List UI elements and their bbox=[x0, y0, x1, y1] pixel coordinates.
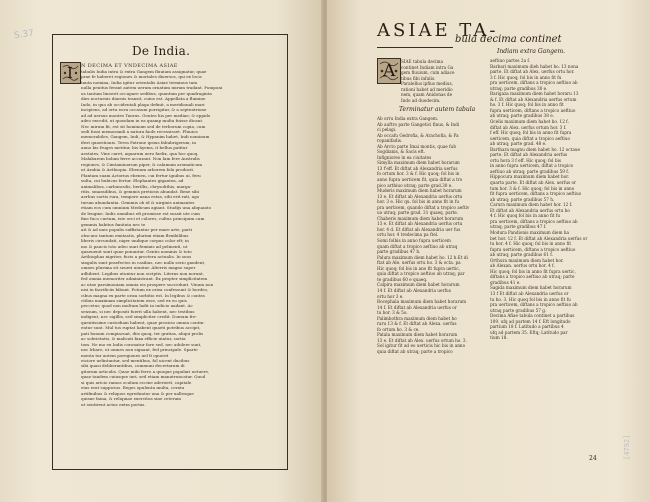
text-line: Chaberis maximum diem habet horarum bbox=[377, 215, 464, 221]
intro-line: gem fluuium, cum adiace bbox=[401, 70, 455, 76]
text-line: quentissime custodiam habent, quae prosicio omnia contin- bbox=[81, 319, 205, 325]
text-line: ctibus maximam simplicitatem esse, sed ex eo quis bbox=[81, 298, 187, 304]
text-line: diftans a tropico aeftiuo ab utraq; parte bbox=[490, 274, 575, 280]
text-line: anno fupra uerticem fit, quia diftat a tro bbox=[377, 177, 463, 183]
text-line: ab utraq; parte grad. 48 e. bbox=[490, 141, 547, 147]
text-line: Ab auftro parte Gangetici finus, & Indi bbox=[377, 121, 460, 127]
text-line: Calpira maximum diem habet horarum bbox=[377, 282, 460, 288]
left-column-text bbox=[377, 116, 483, 355]
text-line: Sagida maximum diem habet horarum bbox=[490, 285, 572, 291]
text-line: us tantum lineerit occupare sedibus, quantum per quadraginta bbox=[81, 90, 212, 96]
text-line: 13 f Et diftat ab Alexandria uerfus or bbox=[490, 290, 569, 296]
text-line: dies nocturnis diurnis transit, cuius est. Appellata a flumine bbox=[81, 96, 206, 102]
text-line: mo & paucis toto adeo sunt feminis ad pelmenti, ut bbox=[81, 243, 188, 249]
text-line: Muderis maximum diem habet horarum bbox=[377, 188, 462, 194]
text-line: cibus magna ex parte oriza sorbitio est. In legibus & contra bbox=[81, 292, 205, 298]
text-line: ut Arabia & Aethiopia. Ebenum arborem fola producit. bbox=[81, 167, 195, 173]
text-line: ropanifadis. bbox=[377, 138, 403, 144]
text-line: Infigniores in ea ciuitates bbox=[377, 154, 432, 160]
text-line: obscura tantum emitastis, plurimi etiam flexibilibus bbox=[81, 232, 189, 238]
text-line: indigent, nec sigillis, sed simpliciter credit. Domum fre- bbox=[81, 314, 197, 320]
text-line: Palimbothra maximum diem habet ho bbox=[377, 315, 457, 321]
text-line: ftat ab Ale. uerfus ortu ho. 3 & octa. pa bbox=[377, 260, 461, 266]
text-line: quam diftat a tropico aeftiuo ab utraq bbox=[377, 243, 458, 249]
text-line: pra uerticem, diftans a tropico aeftiuo ab bbox=[490, 302, 578, 308]
text-line: aeftiuo partes 2a f. bbox=[490, 58, 531, 63]
text-line: uerticem, quia diftat a tropico aeftiuo bbox=[490, 135, 570, 141]
page-number: 24 bbox=[589, 455, 597, 462]
text-line: adhibent. Legibus utuntur non scriptis. Literas non norunt, bbox=[81, 270, 204, 276]
text-line: Hic quoq; fol bis in anno fit fupra uertic, bbox=[490, 268, 576, 274]
first-line: N DECIMA ET VNDECIMA ASIAE bbox=[81, 63, 178, 69]
text-line: liberis circundati, niger undique corpus color eft; in bbox=[81, 238, 189, 244]
text-line: regiones, & Cimtaminorum piper, & calamum aromaticum bbox=[81, 161, 203, 167]
text-line: quarta parte. Et diftat ab Alex. uerfus or bbox=[490, 180, 577, 186]
body-text-block bbox=[81, 69, 279, 407]
text-line: Orthura maximum diem habet hor. bbox=[490, 257, 564, 263]
text-line: 13 f'eff. Et diftat ab Alexandria uerfus bbox=[377, 165, 458, 171]
text-line: incipiens, ad ortu eoru occasum porrigitur, & a septentrione bbox=[81, 107, 207, 113]
text-line: pico arthiuo utraq; parte grad.30 e. bbox=[377, 182, 453, 188]
text-line: ait & ad unis populis suffistantur per mare arte, parti bbox=[81, 227, 193, 233]
text-line: ab utraq; parte gradibus 57 h. bbox=[490, 196, 555, 202]
text-line: f eff. Hic quoq; fol bis in anno fit fupra bbox=[490, 130, 572, 136]
text-line: Patala maximum diem habet horarum bbox=[377, 332, 458, 338]
text-line: ortu hor. 4 tredecima pa ftel. bbox=[377, 232, 439, 238]
plate-subtitle: bula decima continet bbox=[455, 34, 562, 45]
text-line: Barthara magnu diem habet ho. 12 octaue bbox=[490, 146, 581, 152]
text-line: Hic quoq; fol bis in ano fit fupra uertic, bbox=[377, 265, 461, 271]
text-line: Sol igitur fit ad eo uerticis hic bis in anno bbox=[377, 343, 466, 349]
plate-subtitle-2: Indiam extra Gangem. bbox=[497, 48, 566, 55]
text-line: Simylla maximum diem habet horarum bbox=[377, 160, 460, 166]
text-line: fupra uerticem, diftans a tropico aeftiuo bbox=[490, 107, 576, 113]
text-line: Bocephala maximum diem habet horarum bbox=[377, 299, 467, 305]
text-line: Nec mirum fit, est sit hominum sed de terborum copia, cum bbox=[81, 123, 206, 129]
text-line: pra uerticem, diftans a tropico aeftiuo ab bbox=[490, 218, 578, 224]
text-line: gitorum articulis. Quae mihi ferro a quoque populari uetuere, bbox=[81, 368, 210, 374]
text-line: tanta nomina, India igitur orientalis Asiae terminus tam bbox=[81, 79, 198, 85]
text-line: Barigaza maximum diem habet horaru 13 bbox=[490, 91, 579, 97]
text-line: bet hor. 12 f. Et diftat ab Alexandria uerfus or bbox=[490, 235, 588, 241]
text-line: pati bonum compiacuat, diis quoq. ter gratias, aliqui prolis bbox=[81, 330, 204, 336]
text-line: 14 f. Et diftat ab Alexandria uerfus or bbox=[377, 304, 457, 310]
text-line: Carura maximum diem habet hor. 12 f. bbox=[490, 202, 573, 208]
text-line: hor. 3 e. Hic qu. fol bis in anno fit in fu bbox=[377, 199, 460, 205]
text-line: ifest quaestionis. Terra Patrone ipsius fabubrigerum, in bbox=[81, 139, 197, 145]
text-line: hor. 4 d. Et diftat ab Alexandria uer fus bbox=[377, 226, 461, 232]
text-line: memorabiles, Gangem, Indi, & Hypanim habet, Indi nominum bbox=[81, 134, 210, 140]
intro-line: nem, quam Anidonas de bbox=[401, 92, 453, 98]
text-line: entur sunt. Mul tus ruptat habent quaeti potribus accipit, bbox=[81, 325, 201, 331]
text-line: ac utae parsimoniam omnia eis prospere succedunt. Vinum non bbox=[81, 281, 214, 287]
initial-letter: A bbox=[383, 61, 396, 81]
text-line: sensum, si nec depositi fuerit ulla habent, nec testibus bbox=[81, 308, 195, 314]
text-line: & f. Et diftat ab Alexandria uerfus ortum bbox=[490, 96, 577, 102]
text-line: 109. ufq ad partem 14 f. Eft longitudo bbox=[490, 318, 571, 324]
text-line: tu ho. 3. Hic quoq fol bis in anno fit fu bbox=[490, 296, 571, 302]
text-line: tom. Ne mo ex Indis coronatur fore sed, nec adulere sunt, bbox=[81, 341, 202, 347]
text-line: gemmis habitus fanitata nec te bbox=[81, 221, 146, 227]
text-line: fupra uerticem, diftans a tropico aeftiuo bbox=[490, 246, 576, 252]
text-line: ab utraq; parte gradibus 38 e. bbox=[490, 113, 555, 119]
text-line: ritis, smaradibus, & gemmis pretiosis abundat. Bene sibi bbox=[81, 188, 200, 194]
text-line: ho. 3 f. Hic quoq; fol bis in anno fit bbox=[490, 102, 564, 108]
text-line: Barbari maximum dieh habet ho. 13 nona bbox=[490, 63, 579, 69]
decorated-initial bbox=[60, 62, 81, 84]
text-line: eiciore uelintuntur, sed mentibus, fol uicent ducibus bbox=[81, 358, 190, 364]
text-line: ortu hor 3 e. bbox=[377, 293, 404, 299]
text-line: raru 13 & f. Et diftat ab Alexa. uerfus bbox=[377, 321, 457, 327]
text-line: 13 e. Et diftat ab Alexandria uerfus ortu bbox=[377, 221, 463, 227]
text-line: sedi fussi memorandi a natura faole recessisset. Fluuios bbox=[81, 128, 198, 134]
text-line: quaeuenit sunt quae ponuntur. Gentis nominis & toto bbox=[81, 248, 192, 254]
text-line: Sogdianis, & Sacis eft. bbox=[377, 149, 426, 155]
text-line: omnes plurima sit seueri uiuntur. Alterris magno super bbox=[81, 265, 196, 271]
text-line: in anno fupra uerticem, diftat a tropico bbox=[490, 163, 574, 169]
intro-line: continet Indiam intra Ga bbox=[401, 64, 454, 70]
text-line: parte gradibus 47 h. bbox=[377, 249, 421, 255]
pencil-margin-note: S.37 bbox=[13, 28, 35, 42]
intro-line: rationi habet ad meridio bbox=[401, 86, 453, 92]
text-line: Indo, in quo ab occidentali plaga definit, a meridionali mari bbox=[81, 101, 205, 107]
text-line: de lengine. Indis omnibus efi promisse est sussit ute cum bbox=[81, 210, 200, 216]
text-line: quisne fama, & reliquiae exercitus sine ceterum bbox=[81, 396, 182, 402]
text-line: 13 e. Et diftat ab Alex. uerfus ortum ho. 3. bbox=[377, 337, 467, 343]
intro-line: Indo ad duodecim. bbox=[401, 97, 441, 103]
text-line: parte. Et diftat ab Alexandria uerfus bbox=[490, 152, 568, 158]
text-line: singulis sunt praefectes in casibus, nec nulla serio gaudent, bbox=[81, 259, 206, 265]
text-line: prae fe haberet regiones & mortales diuersos, qui ex locis bbox=[81, 74, 202, 80]
text-line: aerbus sortis rura, tempore uana estas, sibi erit rati, ago bbox=[81, 194, 200, 200]
text-line: utraq; parte gradibus 47 f. bbox=[490, 224, 547, 230]
intro-line: tibus fibi infulis. bbox=[401, 75, 436, 81]
text-line: eius erat suppicius. Reges opulentu multa, ceratu bbox=[81, 385, 185, 391]
text-line: Decima Afiae tabula continet a partibus bbox=[490, 313, 575, 319]
text-line: Ab orru India extra Gangem. bbox=[377, 116, 439, 121]
text-line: gradibus 41 e. bbox=[490, 279, 521, 285]
text-line: ab utraq; parte gradibus 61 f. bbox=[490, 252, 553, 258]
text-line: 14 f. Et diftat ab Alexandria uerfus bbox=[377, 287, 451, 293]
text-line: anno bis fruges metitur, bis hyems, it bellus patitur bbox=[81, 145, 188, 151]
text-line: ortu hora 3 f eff. Hic quoq; fol bis bbox=[490, 157, 562, 163]
text-line: fit fupra uerticem, diftans a tropico aeftiuo bbox=[490, 191, 582, 197]
text-line: 13 e. Et diftat ab Alexandria uerfus ortu bbox=[377, 193, 463, 199]
right-column-text bbox=[490, 58, 600, 341]
text-line: Modura Pandionis maximum diem ha bbox=[490, 229, 570, 235]
text-line: uo utraq; parte grad. 31 quaeq. parte. bbox=[377, 210, 459, 216]
text-line: sibi quasi deliberantibus, communi decretarum di bbox=[81, 363, 185, 369]
text-line: 4 f. Hic quoq fol bis in anno fit fu bbox=[490, 213, 561, 219]
text-line: peccetur, quod non multum ladit in iudicio uadant. Ac bbox=[81, 303, 193, 309]
title-rule bbox=[377, 47, 453, 48]
text-line: Palura maximum diem habet ho. 12 h.Et di bbox=[377, 254, 468, 260]
text-line: tum hor. 3 & f. Hic quoq; fol bis in anno bbox=[490, 185, 575, 191]
text-line: quae tandem cuiusque iuri, sed etiam manutruncatur. Quod bbox=[81, 374, 206, 380]
text-line: fo ortum hor. 3 & f. Hic quoq; fol bis in bbox=[377, 171, 460, 177]
text-line: artifinibus & reliquos egreduntur una & per uallesque bbox=[81, 390, 194, 396]
text-line: ab Alexan. uerfus ortu hor. 4 f. bbox=[490, 263, 555, 269]
library-stamp: [4792] bbox=[623, 434, 631, 460]
plate-title: ASIAE TA- bbox=[377, 20, 499, 41]
text-line: nulla penitus ferant autem uerum ornatum mirum tradant. Pomponi bbox=[81, 85, 223, 91]
text-line: aeftiuo ab utraq; parte gradibus 59 f. bbox=[490, 168, 570, 174]
text-line: tu hor. 4 f. Hic quoq; fol bis in anno fit bbox=[490, 241, 572, 247]
intro-text bbox=[401, 59, 483, 103]
text-line: menta tur autem poregiones uel fi opuerit bbox=[81, 352, 169, 358]
text-line: pra uerticem, quando diftat a tropico aeftiv bbox=[377, 204, 470, 210]
text-line: fo ortum ho. 3 & ce. bbox=[377, 326, 420, 332]
text-line: parte. Et diftat ab Alex. uerfus ortu hor. bbox=[490, 69, 575, 75]
text-line: Somi folbis in anno fupra uerticem bbox=[377, 238, 451, 244]
text-line: utraq; parte gradibus 30 e. bbox=[490, 85, 548, 91]
text-line: turum abundantia. Gemmis ob id & uirginis animantes bbox=[81, 199, 195, 205]
text-line: nisi in facrificiis bibunt. Potum ex oriza confessunt & bordeo, bbox=[81, 287, 209, 293]
text-line: ufq ad partem 35. Eftq; Latitudo par bbox=[490, 329, 568, 335]
text-line: si quis aricio ramos oculum eccine aderierit, capitale bbox=[81, 379, 192, 385]
text-line: tabulis India intra & extra Gangem fluuium assignatur, quae bbox=[81, 69, 207, 74]
text-line: Malabarem bolum ferre accurant. Non lam fere Australis bbox=[81, 156, 200, 162]
intro-line: SIAE tabula decima bbox=[401, 59, 443, 64]
decorated-initial-a bbox=[377, 58, 401, 84]
text-line: fed omnia memoriter administrant. Ex propter simplicitatem bbox=[81, 276, 208, 282]
text-line: sulta, cui bubicus fertur. Elephantes gigantea, ad bbox=[81, 178, 184, 184]
text-line: utraq parte gradibus 57 g. bbox=[490, 307, 547, 313]
text-line: diftat ab Alex. uerfus ortum hor. 3 f. bbox=[490, 124, 567, 130]
text-line: ac sobrietatis, & malicati faxa efficie utatur, sortia bbox=[81, 336, 186, 342]
left-page bbox=[0, 0, 323, 502]
text-line: ut sentirent actus extra portas. bbox=[81, 401, 146, 407]
text-line: partium 18 f. Latitudo a partibus 4 bbox=[490, 324, 564, 330]
initial-letter: I bbox=[67, 64, 73, 82]
text-line: Ocelis maximum diem habet ho. 12 f. bbox=[490, 119, 569, 125]
text-line: ad ad uersus montes Taurus. Gentes his per mediae; & eppido bbox=[81, 112, 211, 118]
text-line: 3 f. Hic quoq; fol bis in anno fit fu bbox=[490, 74, 562, 80]
text-line: adeo excedit, ut quosdam in ea quamp multa fuisse dicant. bbox=[81, 118, 204, 124]
text-line: tium 18. bbox=[490, 335, 508, 341]
text-line: nec lrbare, ut omnes non signant, fed principale. Sparte bbox=[81, 347, 198, 353]
section-heading: De India. bbox=[132, 44, 191, 58]
text-line: Plantam suam Actorius ebenen, cui fertur ignibus ui, feru bbox=[81, 172, 201, 178]
text-line: tu hor. 3 & 5o. bbox=[377, 310, 408, 316]
text-line: fine fuco curtum, iste orci et colores, cultus principum cum bbox=[81, 216, 205, 222]
text-line: animalibus, carbunculis, berillis, chrysolithis, marga- bbox=[81, 183, 192, 189]
column-heading: Terminatur autem tabula bbox=[399, 106, 476, 113]
text-line: Et diftat ab Alexandria uerfus ortu ho bbox=[490, 207, 570, 213]
text-line: Aethiophas nigriter, fucis a proctera actualis. In suos bbox=[81, 254, 192, 260]
text-line: te gradibus 60 e quaeq. bbox=[377, 276, 428, 282]
text-line: aestates, Vine caret, aquarum uero faelix, qua hoc quoq. bbox=[81, 150, 199, 156]
text-line: pra uerticem, diftans a tropico aeftiuo ab bbox=[490, 80, 578, 86]
text-line: etiam eos cum omnium Medicum agiant. Studijs una aliquanto bbox=[81, 205, 212, 211]
text-line: ci pelagi. bbox=[377, 127, 397, 133]
text-line: quia diftat a tropico aeftiuo ab utraq; par bbox=[377, 271, 465, 277]
intro-line: Paralellus ipfius medius, bbox=[401, 81, 453, 87]
text-line: Hippocura maximum diem habet hor. bbox=[490, 174, 570, 180]
text-line: quia diftat ab utraq; parte a tropico bbox=[377, 348, 453, 354]
right-page bbox=[327, 0, 650, 502]
text-line: Ab Arcto parte Imai montis, quae fub bbox=[377, 143, 457, 149]
text-line: Ab occafu Gedrofia, & Arachofia, & Pa bbox=[377, 132, 459, 138]
